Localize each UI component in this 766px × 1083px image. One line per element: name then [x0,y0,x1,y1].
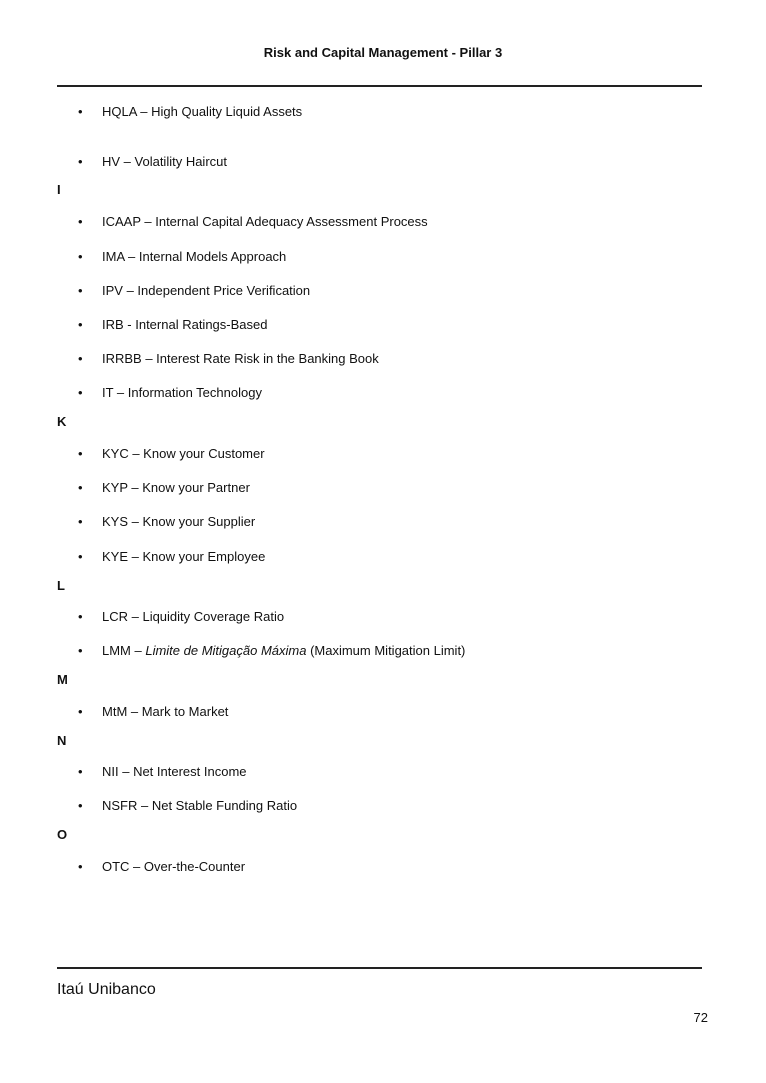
bullet-icon: • [78,317,83,332]
section-letter-heading: K [57,414,67,429]
bullet-icon: • [78,764,83,779]
footer-company: Itaú Unibanco [57,981,156,998]
term-text: HQLA – High Quality Liquid Assets [102,104,303,119]
term-text: IRB - Internal Ratings-Based [102,317,268,332]
list-item [78,704,229,720]
list-item [78,480,250,496]
term-text: KYP – Know your Partner [102,480,250,495]
bullet-icon: • [78,385,83,400]
bullet-icon: • [78,480,83,495]
term-text: IT – Information Technology [102,385,262,400]
footer-divider [57,967,702,969]
term-text: OTC – Over-the-Counter [102,859,246,874]
section-letter-heading: M [57,672,68,687]
bullet-icon: • [78,249,83,264]
bullet-icon: • [78,798,83,813]
bullet-icon: • [78,609,83,624]
bullet-icon: • [78,351,83,366]
bullet-icon: • [78,704,83,719]
list-item [78,446,265,462]
bullet-icon: • [78,283,83,298]
bullet-icon: • [78,214,83,229]
list-item [78,317,268,333]
list-item [78,549,266,565]
bullet-icon: • [78,446,83,461]
section-letter-heading: I [57,182,61,197]
list-item [78,214,428,230]
header-divider [57,85,702,87]
page-number: 72 [693,1010,708,1025]
term-text: IPV – Independent Price Verification [102,283,311,298]
list-item [78,764,247,780]
term-italic-text: Limite de Mitigação Máxima [145,643,307,658]
term-text: NSFR – Net Stable Funding Ratio [102,798,298,813]
list-item [78,859,246,875]
page-header-title: Risk and Capital Management - Pillar 3 [263,45,503,60]
bullet-icon: • [78,643,83,658]
list-item [78,385,262,401]
term-text: LCR – Liquidity Coverage Ratio [102,609,285,624]
term-text: IMA – Internal Models Approach [102,249,287,264]
term-text: IRRBB – Interest Rate Risk in the Banking Book [102,351,379,366]
list-item [78,643,466,659]
list-item [78,104,303,120]
section-letter-heading: O [57,827,68,842]
term-text: NII – Net Interest Income [102,764,247,779]
section-letter-heading: L [57,578,65,593]
list-item [78,249,287,265]
term-text: LMM – [102,643,146,658]
list-item [78,798,298,814]
bullet-icon: • [78,154,83,169]
list-item [78,351,379,367]
list-item [78,283,311,299]
section-letter-heading: N [57,733,67,748]
list-item [78,609,285,625]
bullet-icon: • [78,859,83,874]
bullet-icon: • [78,104,83,119]
term-text: ICAAP – Internal Capital Adequacy Assessment Process [102,214,428,229]
term-text: KYS – Know your Supplier [102,514,256,529]
list-item [78,154,227,170]
bullet-icon: • [78,549,83,564]
term-text: KYE – Know your Employee [102,549,266,564]
term-text: MtM – Mark to Market [102,704,229,719]
term-text: KYC – Know your Customer [102,446,265,461]
list-item [78,514,256,530]
bullet-icon: • [78,514,83,529]
term-suffix-text: (Maximum Mitigation Limit) [306,643,466,658]
term-text: HV – Volatility Haircut [102,154,227,169]
